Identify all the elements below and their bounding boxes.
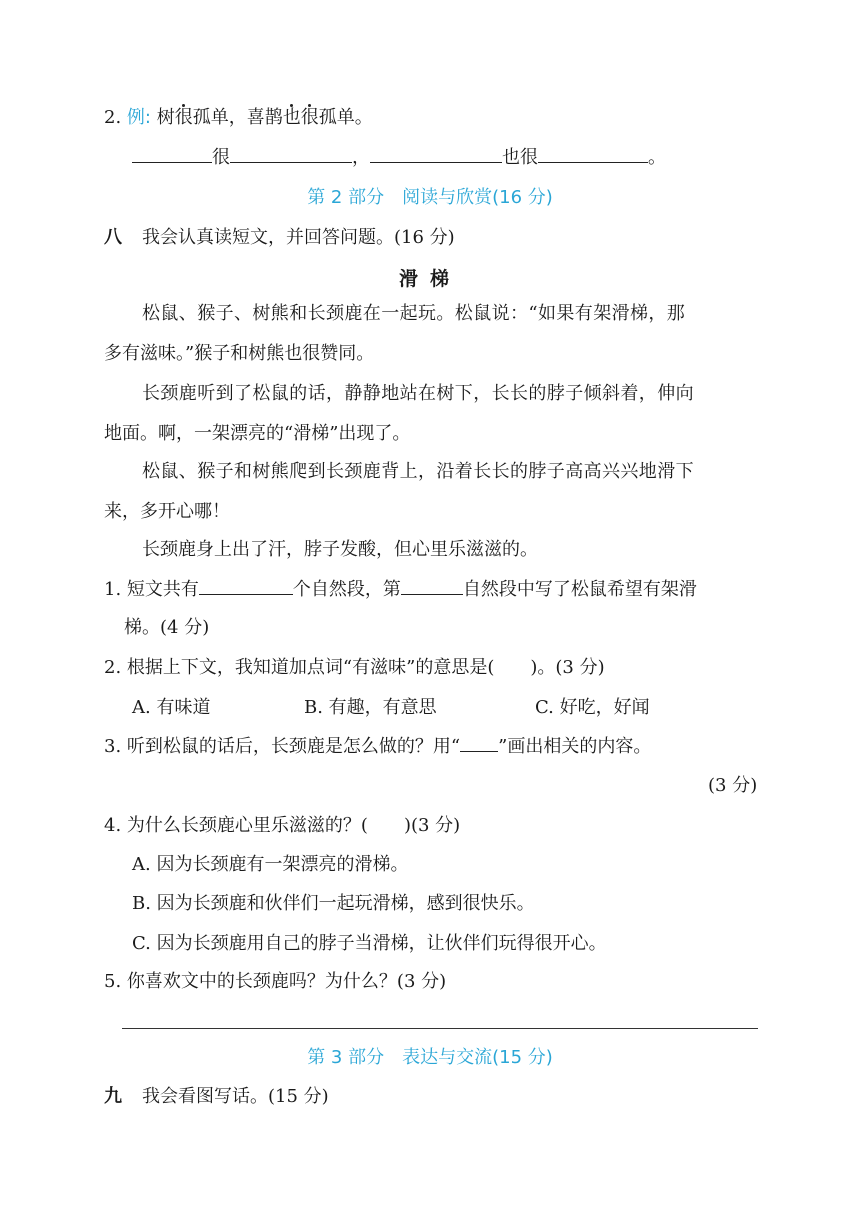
story-paragraph [104,536,764,564]
q2-fill-line [132,144,666,172]
story-title: 滑梯 [398,268,461,290]
answer-blank[interactable] [538,144,648,163]
answer-line[interactable] [122,1028,758,1029]
example-label: 例: [126,107,151,128]
paragraph-line: 长颈鹿身上出了汗，脖子发酸，但心里乐滋滋的。 [142,539,538,560]
paragraph-line: 地面。啊，一架漂亮的“滑梯”出现了。 [104,423,411,444]
sub-question-5 [104,968,446,996]
q3-text: ”画出相关的内容。 [498,736,652,757]
dotted-word: 也 [282,107,301,128]
q2-option-b[interactable]: B. 有趣，有意思 [304,697,437,718]
fill-text: ， [352,147,370,168]
question-9-text: 我会看图写话。(15 分) [142,1086,329,1107]
q3-score: (3 分) [708,775,758,796]
fill-text: 也很 [502,147,538,168]
underline-sample [460,737,498,752]
story-paragraph [104,458,764,526]
q4-text: 为什么长颈鹿心里乐滋滋的？( )(3 分) [126,815,461,836]
question-9-number: 九 [104,1086,122,1107]
q5-number: 5. [104,971,122,992]
q1-text: 短文共有 [126,579,199,600]
dotted-word: 很 [174,107,193,128]
question-8 [104,224,455,252]
question-8-text: 我会认真读短文，并回答问题。(16 分) [142,227,455,248]
story-paragraph [104,300,764,368]
q2-text: 根据上下文，我知道加点词“有滋味”的意思是( )。(3 分) [126,657,605,678]
example-text: 树 [156,107,175,128]
paragraph-line: 长颈鹿听到了松鼠的话，静静地站在树下，长长的脖子倾斜着，伸向 [142,383,694,404]
section-2-title: 第 2 部分 阅读与欣赏(16 分) [307,187,553,208]
answer-blank[interactable] [370,144,502,163]
answer-blank[interactable] [230,144,352,163]
fill-text: 很 [212,147,230,168]
q4-number: 4. [104,815,122,836]
q3-text: 听到松鼠的话后，长颈鹿是怎么做的？用“ [126,736,461,757]
answer-blank[interactable] [401,576,463,595]
q4-option-c[interactable]: C. 因为长颈鹿用自己的脖子当滑梯，让伙伴们玩得很开心。 [132,933,607,954]
q2-number: 2. [104,657,122,678]
paragraph-line: 松鼠、猴子、树熊和长颈鹿在一起玩。松鼠说：“如果有架滑梯，那 [142,303,686,324]
answer-blank[interactable] [132,144,212,163]
example-text: 孤单。 [318,107,373,128]
paragraph-line: 来，多开心哪！ [104,501,230,522]
fill-text: 。 [648,147,666,168]
q2-option-a[interactable]: A. 有味道 [132,697,211,718]
sub-question-4 [104,812,460,840]
question-8-number: 八 [104,227,122,248]
q4-option-b[interactable]: B. 因为长颈鹿和伙伴们一起玩滑梯，感到很快乐。 [132,893,535,914]
q2-example-line [104,104,373,132]
q3-number: 3. [104,736,122,757]
sub-question-2 [104,654,605,682]
example-text: 孤单，喜鹊 [192,107,283,128]
q2-option-c[interactable]: C. 好吃，好闻 [535,697,650,718]
q5-text: 你喜欢文中的长颈鹿吗？为什么？(3 分) [126,971,447,992]
q1-text: 个自然段，第 [292,579,401,600]
dotted-word: 很 [300,107,319,128]
sub-question-1 [104,576,697,604]
q1-text: 自然段中写了松鼠希望有架滑 [462,579,697,600]
answer-blank[interactable] [199,576,293,595]
question-9 [104,1083,329,1111]
paragraph-line: 多有滋味。”猴子和树熊也很赞同。 [104,343,375,364]
story-paragraph [104,380,764,448]
section-3-title: 第 3 部分 表达与交流(15 分) [307,1047,553,1068]
q4-option-a[interactable]: A. 因为长颈鹿有一架漂亮的滑梯。 [132,854,409,875]
paragraph-line: 松鼠、猴子和树熊爬到长颈鹿背上，沿着长长的脖子高高兴兴地滑下 [142,461,694,482]
sub-question-1-line2: 梯。(4 分) [124,617,210,638]
q1-number: 1. [104,579,122,600]
sub-question-3 [104,733,651,761]
q2-number: 2. [104,107,122,128]
